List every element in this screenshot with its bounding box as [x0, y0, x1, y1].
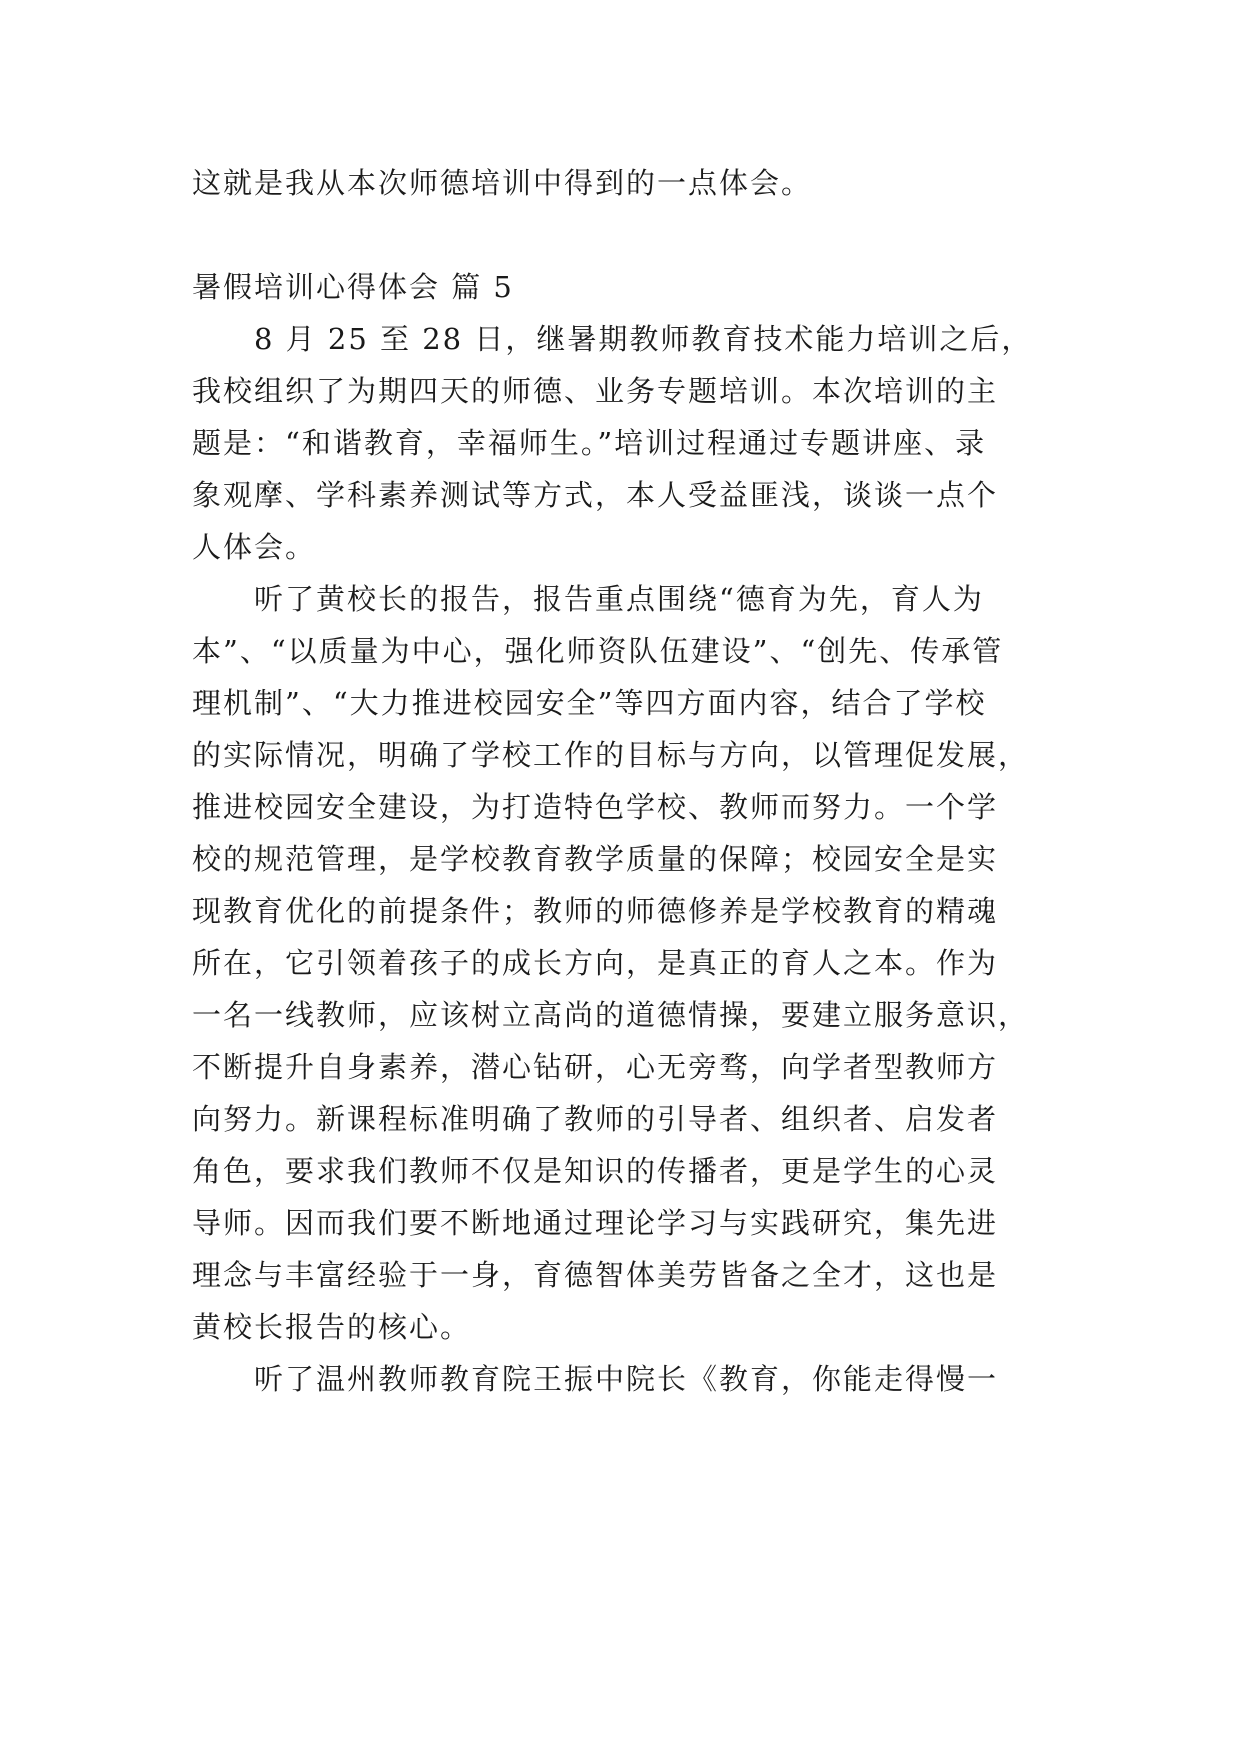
- paragraph-line: 所在，它引领着孩子的成长方向，是真正的育人之本。作为: [192, 946, 999, 980]
- paragraph-line: 推进校园安全建设，为打造特色学校、教师而努力。一个学: [192, 790, 999, 824]
- paragraph-line: 角色，要求我们教师不仅是知识的传播者，更是学生的心灵: [192, 1154, 999, 1188]
- paragraph-line: 向努力。新课程标准明确了教师的引导者、组织者、启发者: [192, 1102, 999, 1136]
- paragraph-line: 听了黄校长的报告，报告重点围绕“德育为先，育人为: [192, 582, 984, 616]
- paragraph-line: 人体会。: [192, 530, 317, 564]
- paragraph-line: 黄校长报告的核心。: [192, 1310, 472, 1344]
- paragraph-line: 不断提升自身素养，潜心钻研，心无旁骛，向学者型教师方: [192, 1050, 999, 1084]
- paragraph-2: [192, 573, 1052, 1353]
- section-heading: 暑假培训心得体会 篇 5: [192, 270, 514, 304]
- paragraph-line: 听了温州教师教育院王振中院长《教育，你能走得慢一: [192, 1362, 999, 1396]
- paragraph-line: 8 月 25 至 28 日，继暑期教师教育技术能力培训之后，: [192, 322, 1033, 356]
- closing-line: 这就是我从本次师德培训中得到的一点体会。: [192, 166, 813, 200]
- paragraph-line: 本”、“以质量为中心，强化师资队伍建设”、“创先、传承管: [192, 634, 1004, 668]
- paragraph-line: 我校组织了为期四天的师德、业务专题培训。本次培训的主: [192, 374, 999, 408]
- paragraph-line: 现教育优化的前提条件；教师的师德修养是学校教育的精魂: [192, 894, 999, 928]
- paragraph-line: 的实际情况，明确了学校工作的目标与方向，以管理促发展，: [192, 738, 1030, 772]
- paragraph-line: 理机制”、“大力推进校园安全”等四方面内容，结合了学校: [192, 686, 987, 720]
- paragraph-line: 象观摩、学科素养测试等方式，本人受益匪浅，谈谈一点个: [192, 478, 999, 512]
- paragraph-line: 一名一线教师，应该树立高尚的道德情操，要建立服务意识，: [192, 998, 1030, 1032]
- paragraph-line: 理念与丰富经验于一身，育德智体美劳皆备之全才，这也是: [192, 1258, 999, 1292]
- paragraph-line: 题是：“和谐教育，幸福师生。”培训过程通过专题讲座、录: [192, 426, 987, 460]
- paragraph-1: [192, 313, 1052, 573]
- paragraph-line: 校的规范管理，是学校教育教学质量的保障；校园安全是实: [192, 842, 999, 876]
- document-body: [192, 157, 1052, 1405]
- paragraph-3: [192, 1353, 1052, 1405]
- paragraph-line: 导师。因而我们要不断地通过理论学习与实践研究，集先进: [192, 1206, 999, 1240]
